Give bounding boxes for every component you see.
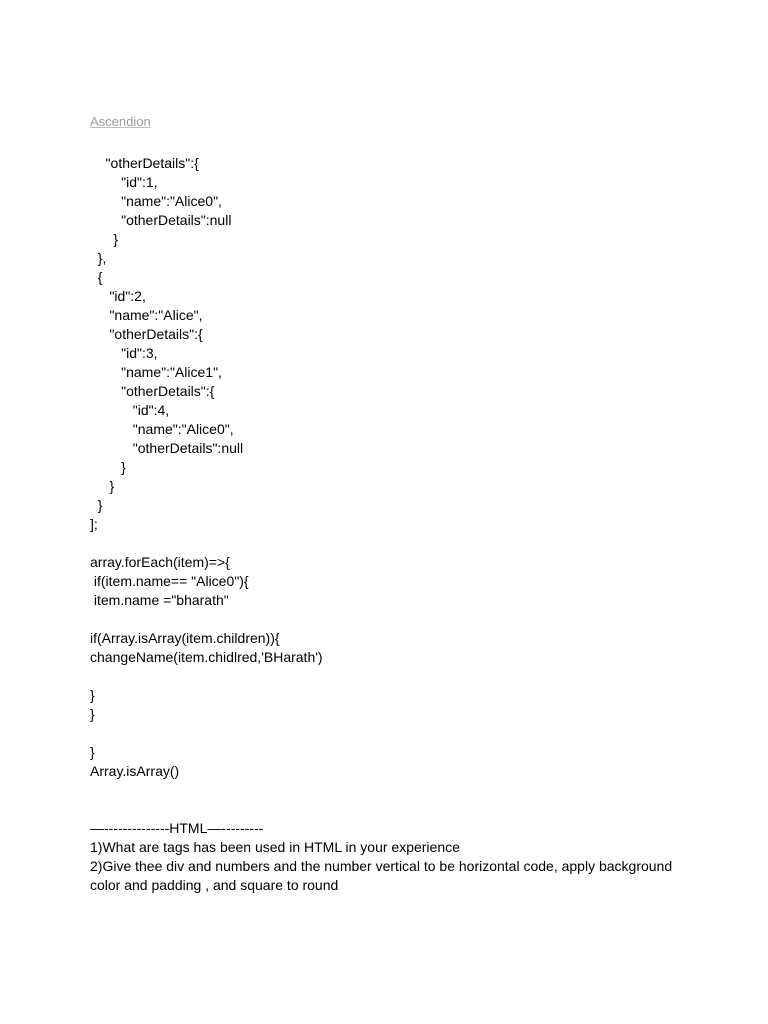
code-line: "name":"Alice0",	[90, 421, 234, 437]
header-link[interactable]: Ascendion	[90, 114, 151, 129]
code-line: }	[90, 497, 103, 513]
code-line: "id":4,	[90, 402, 170, 418]
code-line: item.name ="bharath"	[90, 592, 229, 608]
code-line: }	[90, 459, 126, 475]
code-line: }	[90, 478, 115, 494]
question-text: 1)What are tags has been used in HTML in your experience	[90, 839, 460, 855]
code-line: "otherDetails":{	[90, 155, 199, 171]
blank-line	[90, 534, 690, 553]
code-line: "id":1,	[90, 174, 158, 190]
code-line: }	[90, 744, 95, 760]
code-line: "name":"Alice0",	[90, 193, 222, 209]
code-line: array.forEach(item)=>{	[90, 554, 230, 570]
code-line: if(item.name== "Alice0"){	[90, 573, 249, 589]
code-line: Array.isArray()	[90, 763, 180, 779]
code-line: }	[90, 687, 95, 703]
blank-line	[90, 610, 690, 629]
question-text: 2)Give thee div and numbers and the number vertical to be horizontal code, apply background color and padding , and square to round	[90, 858, 673, 893]
code-line: "otherDetails":null	[90, 212, 232, 228]
code-line: changeName(item.chidlred,'BHarath')	[90, 649, 323, 665]
code-line: "name":"Alice",	[90, 307, 203, 323]
code-line: "id":2,	[90, 288, 146, 304]
code-line: "name":"Alice1",	[90, 364, 222, 380]
code-line: "id":3,	[90, 345, 158, 361]
blank-line	[90, 800, 690, 819]
code-block	[90, 154, 690, 838]
blank-line	[90, 667, 690, 686]
blank-line	[90, 724, 690, 743]
code-line: }	[90, 231, 119, 247]
code-line: }	[90, 706, 95, 722]
code-line: "otherDetails":{	[90, 326, 203, 342]
document-body	[90, 154, 690, 895]
code-line: if(Array.isArray(item.children)){	[90, 630, 280, 646]
code-line: "otherDetails":null	[90, 440, 244, 456]
code-line: "otherDetails":{	[90, 383, 215, 399]
questions-block	[90, 838, 690, 895]
code-line: },	[90, 250, 107, 266]
blank-line	[90, 781, 690, 800]
code-line: —--------------HTML—---------	[90, 820, 264, 836]
code-line: {	[90, 269, 103, 285]
code-line: ];	[90, 516, 98, 532]
